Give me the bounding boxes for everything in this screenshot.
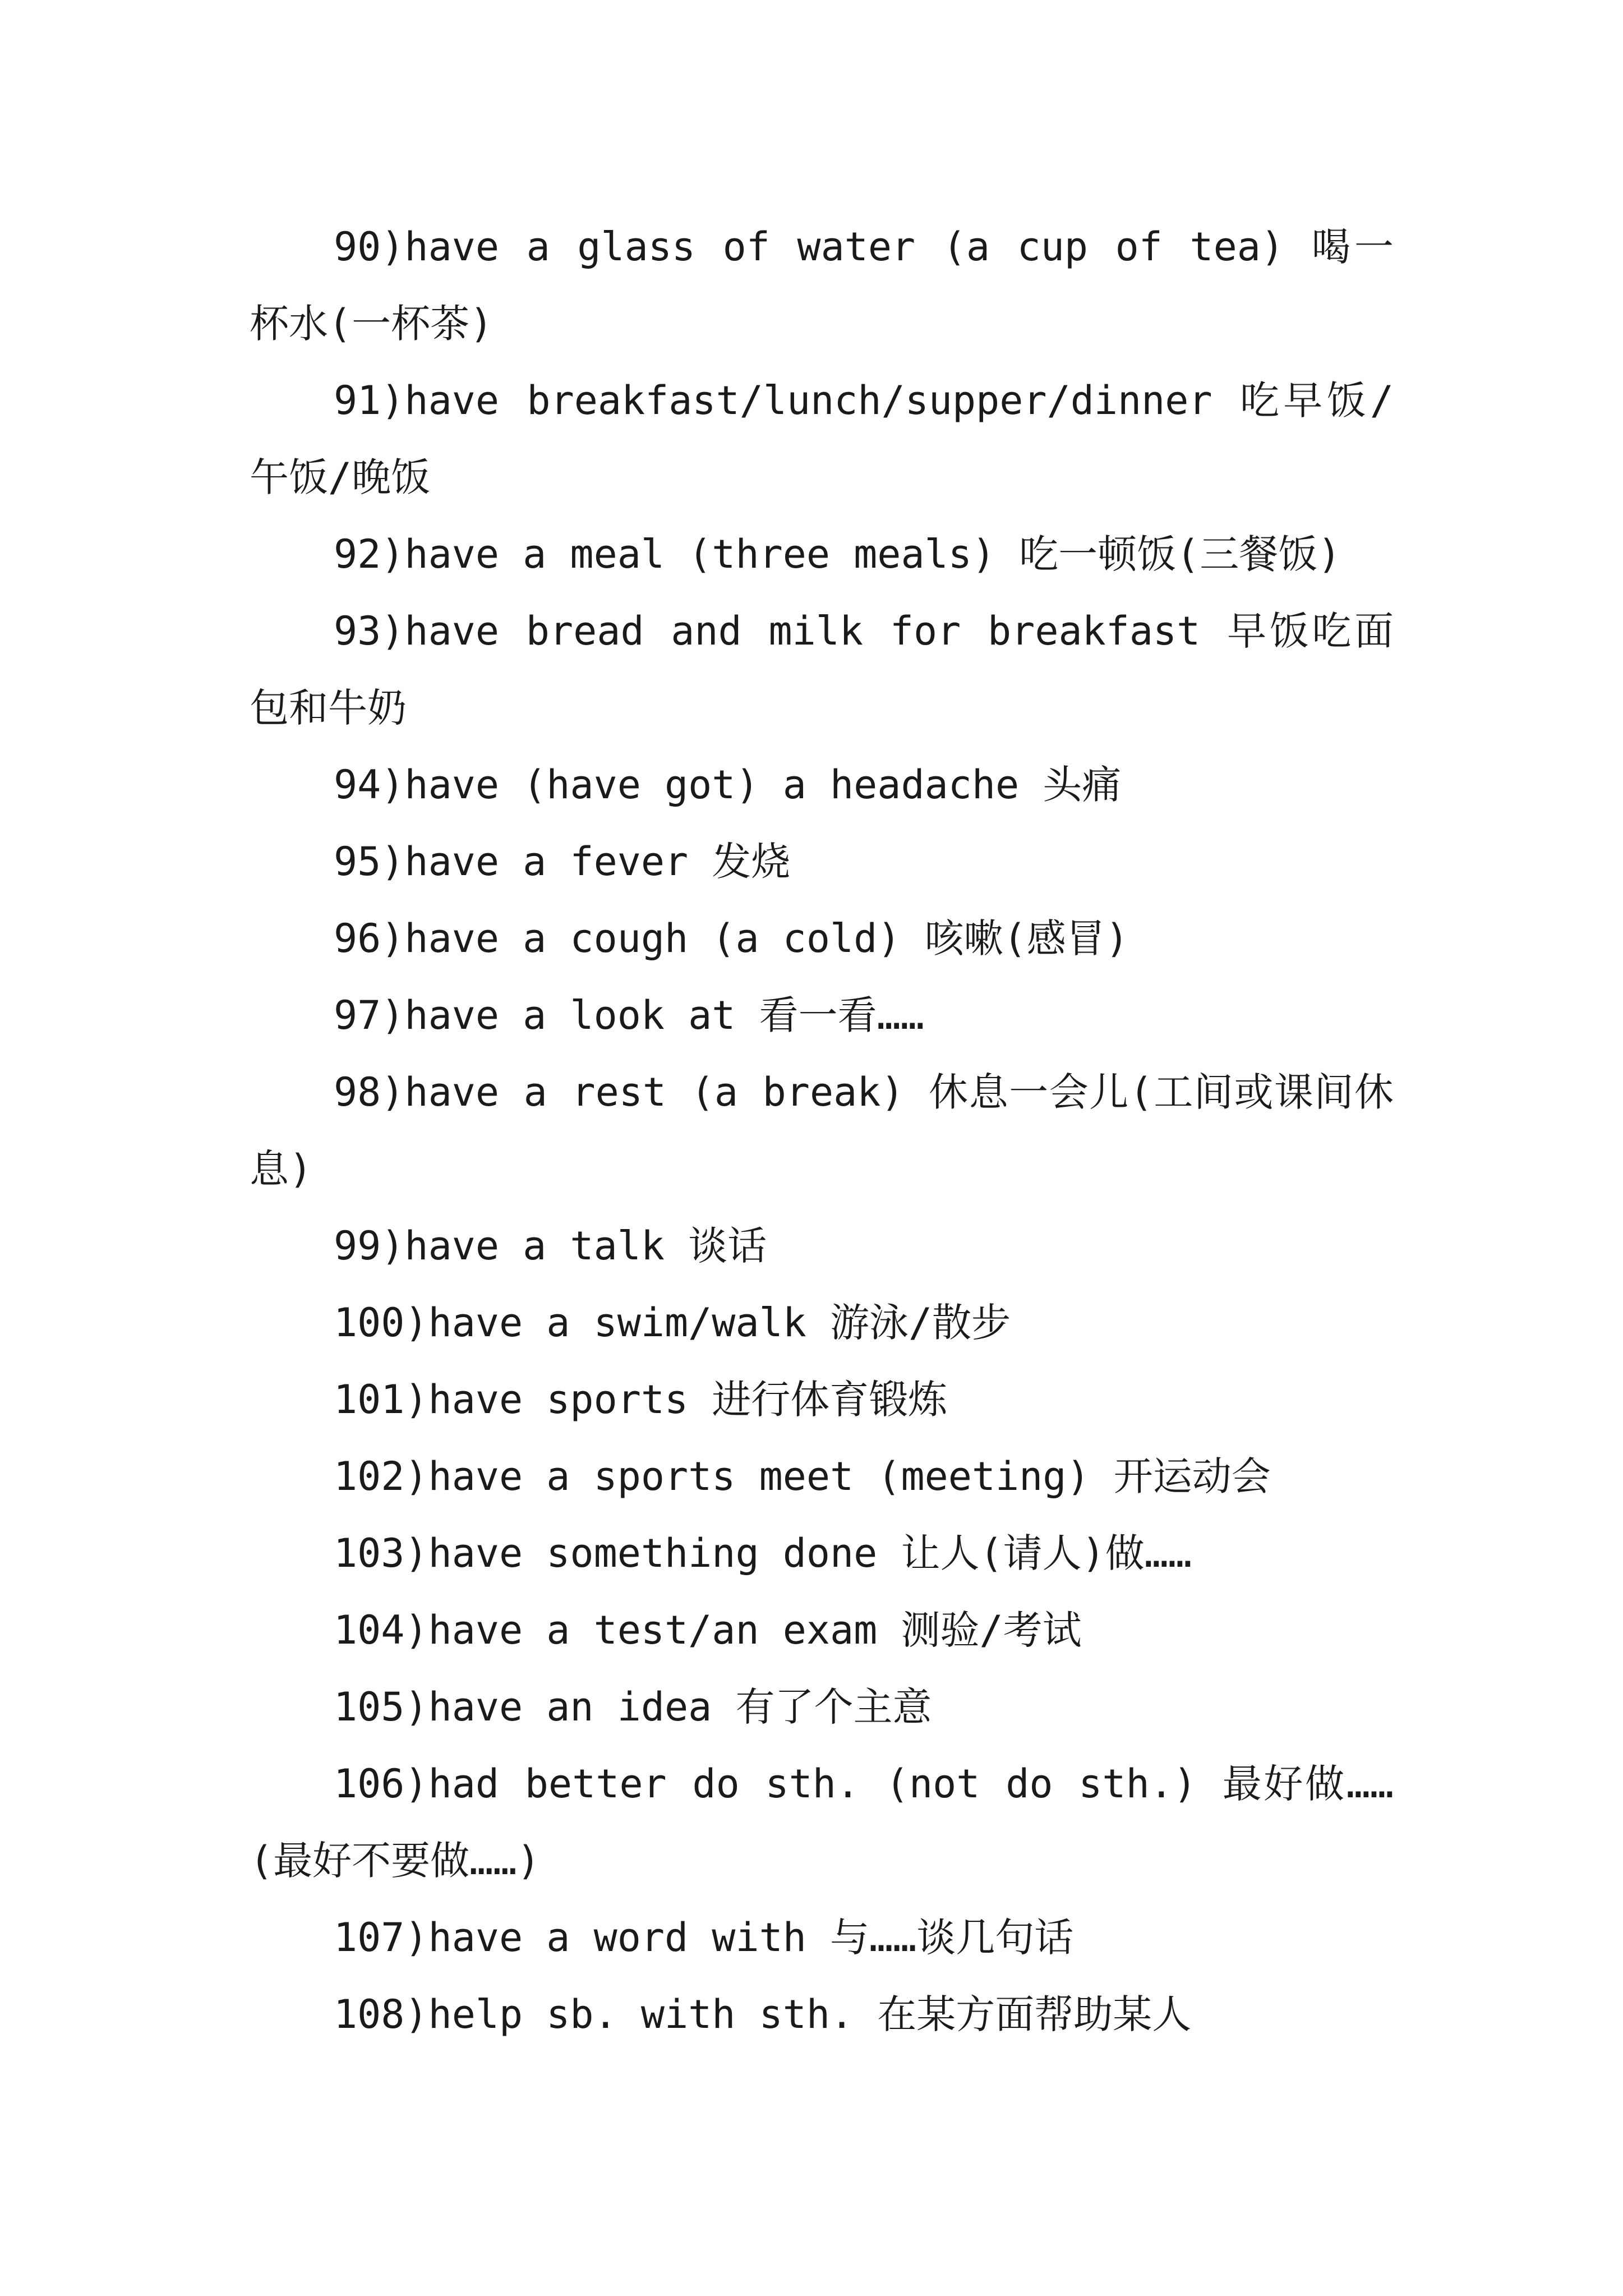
entry-108: 108)help sb. with sth. 在某方面帮助某人 (334, 1991, 1192, 2037)
entry-94: 94)have (have got) a headache 头痛 (334, 762, 1122, 808)
entry-97: 97)have a look at 看一看…… (334, 992, 924, 1038)
entry-92: 92)have a meal (three meals) 吃一顿饭(三餐饭) (334, 531, 1341, 577)
entry-102: 102)have a sports meet (meeting) 开运动会 (334, 1453, 1271, 1499)
entry-93: 93)have bread and milk for breakfast 早饭吃面包和牛奶 (250, 608, 1394, 731)
document-page (250, 209, 1394, 2053)
entry-107: 107)have a word with 与……谈几句话 (334, 1915, 1074, 1961)
entry-100: 100)have a swim/walk 游泳/散步 (334, 1300, 1011, 1346)
entry-91: 91)have breakfast/lunch/supper/dinner 吃早饭/午饭/晚饭 (250, 378, 1394, 500)
entry-98: 98)have a rest (a break) 休息一会儿(工间或课间休息) (250, 1069, 1394, 1192)
entry-105: 105)have an idea 有了个主意 (334, 1684, 932, 1730)
entry-106: 106)had better do sth. (not do sth.) 最好做……(最好不要做……) (250, 1761, 1394, 1884)
entry-103: 103)have something done 让人(请人)做…… (334, 1530, 1192, 1576)
entry-101: 101)have sports 进行体育锻炼 (334, 1377, 948, 1423)
entry-96: 96)have a cough (a cold) 咳嗽(感冒) (334, 915, 1129, 961)
entry-104: 104)have a test/an exam 测验/考试 (334, 1607, 1082, 1653)
entry-99: 99)have a talk 谈话 (334, 1223, 767, 1269)
entry-95: 95)have a fever 发烧 (334, 839, 791, 885)
entry-90: 90)have a glass of water (a cup of tea) 喝一杯水(一杯茶) (250, 224, 1394, 347)
